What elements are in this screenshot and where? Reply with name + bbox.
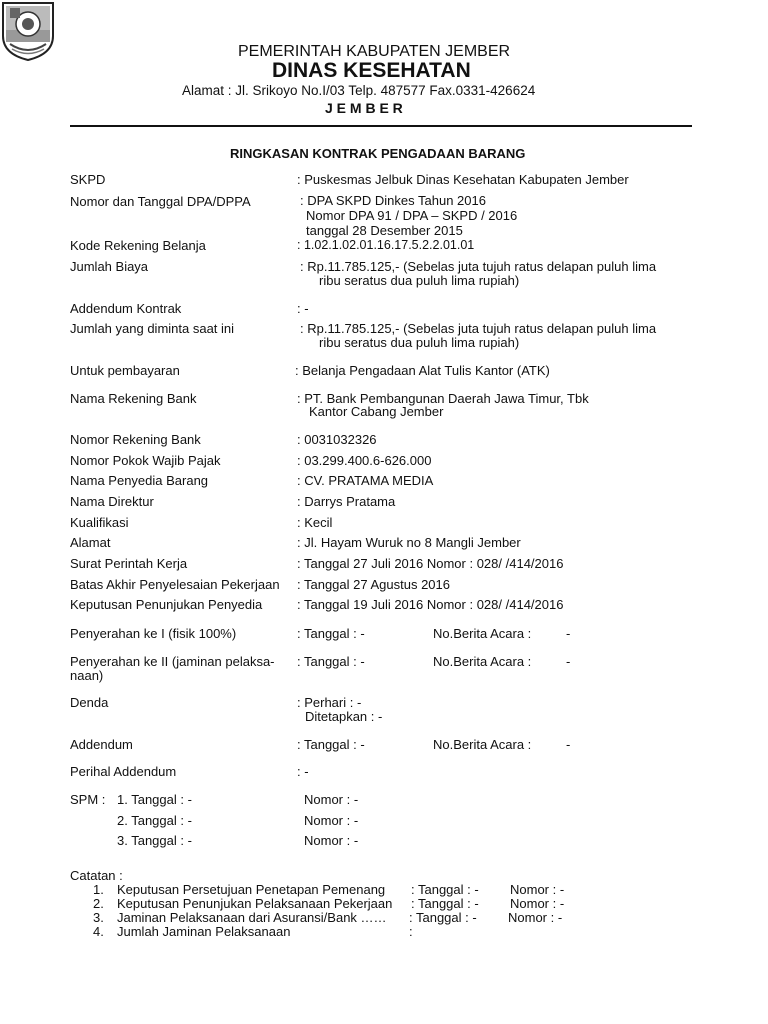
addendum-kontrak-label: Addendum Kontrak (70, 301, 182, 316)
pembayaran-value: : Belanja Pengadaan Alat Tulis Kantor (ATK) (295, 363, 550, 378)
serah2-label-1: Penyerahan ke II (jaminan pelaksa- (70, 654, 275, 669)
spm-nomor-3: Nomor : - (304, 833, 359, 848)
kualifikasi-value: : Kecil (297, 515, 333, 530)
spm-nomor-2: Nomor : - (304, 813, 359, 828)
biaya-value-1: : Rp.11.785.125,- (Sebelas juta tujuh ratus delapan puluh lima (300, 259, 657, 274)
direktur-value: : Darrys Pratama (297, 494, 396, 509)
addendum-berita-acara: No.Berita Acara : (433, 737, 532, 752)
serah2-label-2: naan) (70, 668, 104, 683)
header-divider (70, 125, 692, 127)
catatan-text-4: Jumlah Jaminan Pelaksanaan (117, 924, 291, 939)
kabupaten-jember-emblem (0, 0, 56, 62)
diminta-label: Jumlah yang diminta saat ini (70, 321, 235, 336)
batas-value: : Tanggal 27 Agustus 2016 (297, 577, 450, 592)
skpd-label: SKPD (70, 172, 106, 187)
penyedia-label: Nama Penyedia Barang (70, 473, 209, 488)
kode-value: : 1.02.1.02.01.16.17.5.2.2.01.01 (297, 238, 475, 252)
catatan-nomor-1: Nomor : - (510, 882, 565, 897)
catatan-text-3: Jaminan Pelaksanaan dari Asuransi/Bank …… (117, 910, 387, 925)
rek-bank-label: Nama Rekening Bank (70, 391, 197, 406)
serah2-berita-acara-value: - (566, 654, 571, 669)
catatan-tanggal-2: : Tanggal : - (411, 896, 479, 911)
catatan-num-3: 3. (93, 910, 104, 925)
serah2-tanggal: : Tanggal : - (297, 654, 365, 669)
addendum-kontrak-value: : - (297, 301, 309, 316)
header-address: Alamat : Jl. Srikoyo No.I/03 Telp. 487577 Fax.0331-426624 (182, 83, 536, 98)
alamat-label: Alamat (70, 535, 111, 550)
catatan-num-4: 4. (93, 924, 104, 939)
header-city: J E M B E R (325, 100, 403, 116)
kualifikasi-label: Kualifikasi (70, 515, 129, 530)
no-rek-label: Nomor Rekening Bank (70, 432, 201, 447)
addendum-tanggal: : Tanggal : - (297, 737, 365, 752)
spk-value: : Tanggal 27 Juli 2016 Nomor : 028/ /414/2016 (297, 556, 564, 571)
catatan-num-1: 1. (93, 882, 104, 897)
batas-label: Batas Akhir Penyelesaian Pekerjaan (70, 577, 280, 592)
header-dinas: DINAS KESEHATAN (272, 59, 471, 82)
spm-tanggal-1: 1. Tanggal : - (117, 792, 192, 807)
penyedia-value: : CV. PRATAMA MEDIA (297, 473, 434, 488)
spm-tanggal-3: 3. Tanggal : - (117, 833, 192, 848)
rek-bank-value-1: : PT. Bank Pembangunan Daerah Jawa Timur, Tbk (297, 391, 589, 406)
perihal-value: : - (297, 764, 309, 779)
skpd-value: : Puskesmas Jelbuk Dinas Kesehatan Kabupaten Jember (297, 172, 629, 187)
rek-bank-value-2: Kantor Cabang Jember (309, 404, 444, 419)
perihal-label: Perihal Addendum (70, 764, 177, 779)
diminta-value-1: : Rp.11.785.125,- (Sebelas juta tujuh ratus delapan puluh lima (300, 321, 657, 336)
direktur-label: Nama Direktur (70, 494, 154, 509)
catatan-nomor-2: Nomor : - (510, 896, 565, 911)
npwp-value: : 03.299.400.6-626.000 (297, 453, 432, 468)
alamat-value: : Jl. Hayam Wuruk no 8 Mangli Jember (297, 535, 521, 550)
serah1-berita-acara: No.Berita Acara : (433, 626, 532, 641)
catatan-tanggal-4: : (409, 924, 413, 939)
serah1-berita-acara-value: - (566, 626, 571, 641)
denda-label: Denda (70, 695, 109, 710)
dpa-label: Nomor dan Tanggal DPA/DPPA (70, 194, 251, 209)
biaya-value-2: ribu seratus dua puluh lima rupiah) (319, 273, 520, 288)
serah1-label: Penyerahan ke I (fisik 100%) (70, 626, 237, 641)
kode-label: Kode Rekening Belanja (70, 238, 206, 253)
catatan-num-2: 2. (93, 896, 104, 911)
dpa-value-1: : DPA SKPD Dinkes Tahun 2016 (300, 193, 486, 208)
keputusan-value: : Tanggal 19 Juli 2016 Nomor : 028/ /414/2016 (297, 597, 564, 612)
spm-tanggal-2: 2. Tanggal : - (117, 813, 192, 828)
catatan-text-2: Keputusan Penunjukan Pelaksanaan Pekerjaan (117, 896, 393, 911)
dpa-value-2: Nomor DPA 91 / DPA – SKPD / 2016 (306, 208, 518, 223)
keputusan-label: Keputusan Penunjukan Penyedia (70, 597, 263, 612)
pembayaran-label: Untuk pembayaran (70, 363, 180, 378)
header-government: PEMERINTAH KABUPATEN JEMBER (238, 43, 511, 60)
addendum-label: Addendum (70, 737, 133, 752)
catatan-label: Catatan : (70, 868, 123, 883)
spm-nomor-1: Nomor : - (304, 792, 359, 807)
npwp-label: Nomor Pokok Wajib Pajak (70, 453, 221, 468)
spk-label: Surat Perintah Kerja (70, 556, 188, 571)
spm-label: SPM : (70, 792, 106, 807)
catatan-tanggal-3: : Tanggal : - (409, 910, 477, 925)
catatan-text-1: Keputusan Persetujuan Penetapan Pemenang (117, 882, 386, 897)
document-title: RINGKASAN KONTRAK PENGADAAN BARANG (230, 146, 526, 161)
diminta-value-2: ribu seratus dua puluh lima rupiah) (319, 335, 520, 350)
catatan-nomor-3: Nomor : - (508, 910, 563, 925)
dpa-value-3: tanggal 28 Desember 2015 (306, 223, 463, 238)
biaya-label: Jumlah Biaya (70, 259, 149, 274)
addendum-berita-acara-value: - (566, 737, 571, 752)
denda-perhari: : Perhari : - (297, 695, 362, 710)
serah1-tanggal: : Tanggal : - (297, 626, 365, 641)
serah2-berita-acara: No.Berita Acara : (433, 654, 532, 669)
no-rek-value: : 0031032326 (297, 432, 377, 447)
denda-ditetapkan: Ditetapkan : - (305, 709, 383, 724)
catatan-tanggal-1: : Tanggal : - (411, 882, 479, 897)
